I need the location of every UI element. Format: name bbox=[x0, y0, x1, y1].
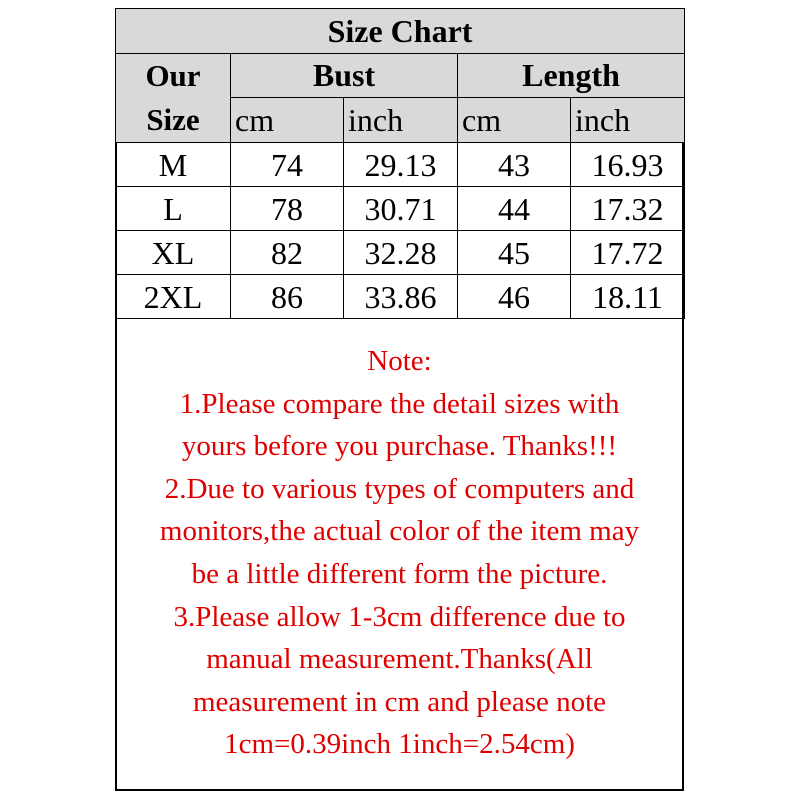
size-cell: XL bbox=[116, 231, 231, 275]
our-size-header bbox=[116, 54, 231, 143]
note-line: monitors,the actual color of the item may bbox=[159, 515, 640, 548]
length-header: Length bbox=[458, 54, 685, 98]
size-cell: 2XL bbox=[116, 275, 231, 319]
table-row bbox=[116, 187, 685, 231]
length-inch-cell: 17.72 bbox=[571, 231, 685, 275]
note-line: 2.Due to various types of computers and bbox=[164, 472, 635, 505]
length-cm-cell: 43 bbox=[458, 143, 571, 187]
unit-header-bust-inch: inch bbox=[344, 97, 458, 142]
table-row bbox=[116, 231, 685, 275]
unit-header-bust-cm: cm bbox=[231, 97, 344, 142]
size-cell: L bbox=[116, 187, 231, 231]
length-cm-cell: 45 bbox=[458, 231, 571, 275]
note-line: 1.Please compare the detail sizes with bbox=[179, 387, 620, 420]
length-cm-cell: 44 bbox=[458, 187, 571, 231]
note-line: manual measurement.Thanks(All bbox=[206, 643, 593, 676]
unit-header-length-cm: cm bbox=[458, 97, 571, 142]
chart-title: Size Chart bbox=[116, 9, 685, 54]
table-row bbox=[116, 143, 685, 187]
length-inch-cell: 18.11 bbox=[571, 275, 685, 319]
note-line: yours before you purchase. Thanks!!! bbox=[181, 430, 618, 463]
length-cm-cell: 46 bbox=[458, 275, 571, 319]
note-line: 3.Please allow 1-3cm difference due to bbox=[173, 600, 626, 633]
note-line: 1cm=0.39inch 1inch=2.54cm) bbox=[224, 728, 575, 761]
bust-cm-cell: 74 bbox=[231, 143, 344, 187]
size-cell: M bbox=[116, 143, 231, 187]
bust-inch-cell: 29.13 bbox=[344, 143, 458, 187]
note-line: measurement in cm and please note bbox=[192, 685, 607, 718]
length-inch-cell: 16.93 bbox=[571, 143, 685, 187]
length-inch-cell: 17.32 bbox=[571, 187, 685, 231]
our-size-label-line2: Size bbox=[146, 102, 200, 137]
note-block bbox=[117, 340, 682, 766]
our-size-label-line1: Our bbox=[145, 58, 201, 93]
bust-cm-cell: 86 bbox=[231, 275, 344, 319]
note-heading: Note: bbox=[367, 345, 432, 377]
bust-cm-cell: 78 bbox=[231, 187, 344, 231]
bust-cm-cell: 82 bbox=[231, 231, 344, 275]
size-chart-table bbox=[115, 8, 685, 319]
bust-inch-cell: 33.86 bbox=[344, 275, 458, 319]
bust-inch-cell: 30.71 bbox=[344, 187, 458, 231]
note-line: be a little different form the picture. bbox=[191, 557, 608, 590]
unit-header-length-inch: inch bbox=[571, 97, 685, 142]
bust-inch-cell: 32.28 bbox=[344, 231, 458, 275]
table-row bbox=[116, 275, 685, 319]
bust-header: Bust bbox=[231, 54, 458, 98]
